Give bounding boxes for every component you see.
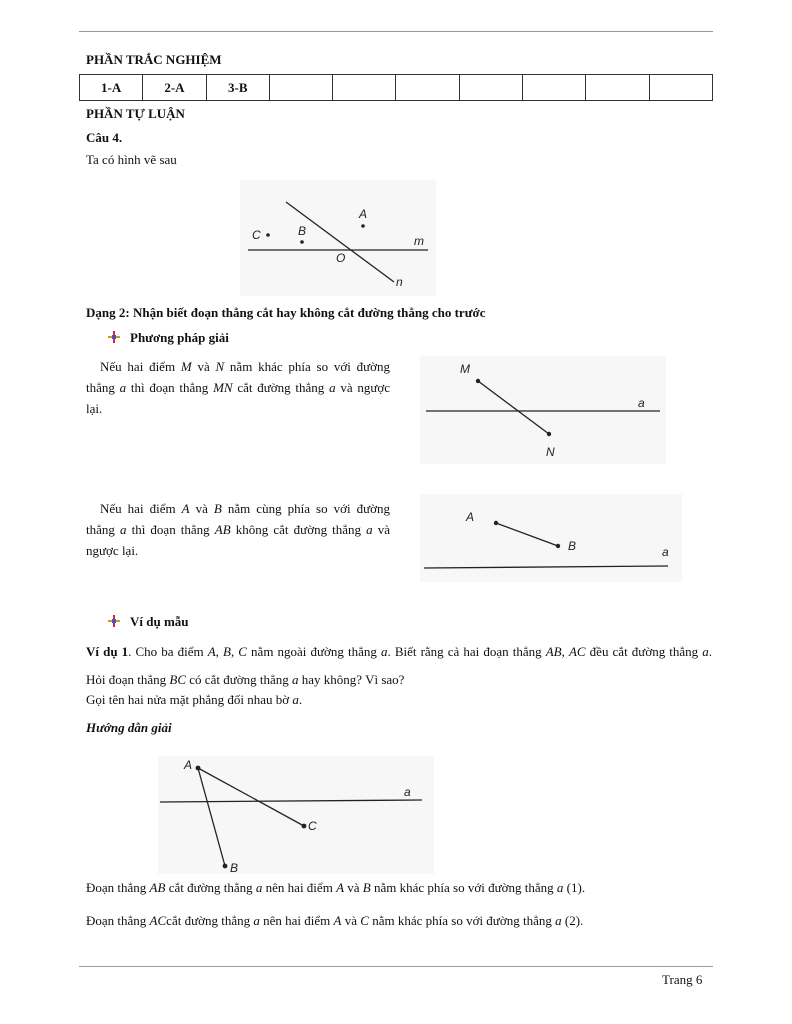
label-line-a: a	[662, 545, 669, 559]
header-rule	[79, 31, 713, 32]
section-essay-title: PHẦN TỰ LUẬN	[86, 106, 185, 121]
example1-paragraph: Ví dụ 1. Cho ba điểm A, B, C nằm ngoài đường thẳng a. Biết rằng cả hai đoạn thẳng AB, AC đều cắt đường thẳng a. Hỏi đoạn thẳng BC có cắt đường thẳng a hay không? Vì sao?	[86, 644, 713, 687]
solution-line-1: Đoạn thẳng AB cắt đường thẳng a nên hai điểm A và B nằm khác phía so với đường thẳng a (1).	[86, 880, 586, 895]
bullet-icon	[108, 331, 120, 343]
section-mcq-title: PHẦN TRẮC NGHIỆM	[86, 52, 222, 67]
point-a	[494, 521, 498, 525]
answer-cell	[269, 75, 332, 101]
label-c: C	[252, 228, 261, 242]
label-n: n	[396, 275, 403, 289]
point-c	[302, 824, 307, 829]
answer-cell: 3-B	[206, 75, 269, 101]
answer-cell	[459, 75, 522, 101]
point-c	[266, 233, 270, 237]
answer-cell	[649, 75, 712, 101]
answer-cell: 2-A	[143, 75, 206, 101]
rule1-paragraph: Nếu hai điểm M và N nằm khác phía so với đường thẳng a thì đoạn thẳng MN cắt đường thẳng a và ngược lại.	[86, 359, 391, 416]
label-a: A	[359, 207, 368, 221]
intro-text: Ta có hình vẽ sau	[86, 152, 177, 167]
method-heading	[108, 330, 229, 346]
figure-lines-m-n	[240, 180, 436, 296]
point-m	[476, 379, 480, 383]
label-c: C	[308, 819, 317, 833]
label-a: a	[638, 396, 645, 410]
dang2-title: Dạng 2: Nhận biết đoạn thẳng cắt hay không cắt đường thẳng cho trước	[86, 305, 486, 320]
point-a	[196, 766, 201, 771]
page-number: Trang 6	[662, 972, 703, 987]
solution-line-2: Đoạn thẳng ACcắt đường thẳng a nên hai điểm A và C nằm khác phía so với đường thẳng a (2).	[86, 913, 584, 928]
bullet-icon	[108, 615, 120, 627]
rule2-paragraph: Nếu hai điểm A và B nằm cùng phía so với đường thẳng a thì đoạn thẳng AB không cắt đường thẳng a và ngược lại.	[86, 501, 391, 558]
figure-segment-ab	[420, 494, 682, 582]
label-o: O	[336, 251, 346, 265]
footer-rule	[79, 966, 713, 967]
point-b	[556, 544, 560, 548]
answer-cell	[396, 75, 459, 101]
answer-cell	[333, 75, 396, 101]
answer-cell: 1-A	[80, 75, 143, 101]
point-b	[300, 240, 304, 244]
example-title: Ví dụ mẫu	[130, 614, 189, 629]
label-n: N	[546, 445, 555, 459]
figure-example1	[158, 756, 434, 874]
example-heading	[108, 614, 189, 630]
answer-table	[79, 74, 713, 101]
label-a: A	[466, 510, 475, 524]
label-m: m	[414, 234, 424, 248]
figure-segment-mn	[420, 356, 666, 464]
label-b: B	[298, 224, 307, 238]
method-title: Phương pháp giải	[130, 330, 229, 345]
label-line-a: a	[404, 785, 411, 799]
question-label: Câu 4.	[86, 130, 123, 145]
guide-title: Hướng dẫn giải	[86, 720, 172, 735]
answer-cell	[586, 75, 649, 101]
label-b: B	[230, 861, 239, 874]
answer-cell	[523, 75, 586, 101]
example1-subquestion: Gọi tên hai nửa mặt phẳng đối nhau bờ a.	[86, 692, 303, 707]
point-n	[547, 432, 551, 436]
point-a	[361, 224, 365, 228]
point-b	[223, 864, 228, 869]
label-b: B	[568, 539, 577, 553]
label-m: M	[460, 362, 470, 376]
label-a: A	[184, 758, 193, 772]
